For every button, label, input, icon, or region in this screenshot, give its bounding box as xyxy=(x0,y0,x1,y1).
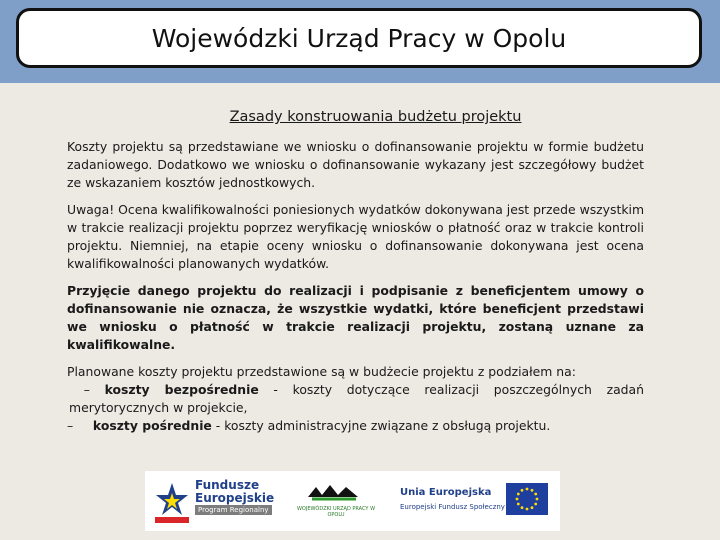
section-heading: Zasady konstruowania budżetu projektu xyxy=(229,109,522,125)
fe-line-3: Program Regionalny xyxy=(195,505,272,515)
fe-line-2: Europejskie xyxy=(195,491,275,505)
wup-mark-icon xyxy=(306,483,361,503)
fe-logo-text xyxy=(195,479,274,505)
list-item xyxy=(67,417,644,435)
ue-line-2: Europejski Fundusz Społeczny xyxy=(400,503,505,511)
paragraph-3: Przyjęcie danego projektu do realizacji i podpisanie z beneficjentem umowy o dofinansowanie nie oznacza, że wszystkie wydatki, które beneficjent przedstawi we wniosku o płatność w trakcie realizacji projektu, zostaną uznane za kwalifikowalne. xyxy=(67,283,644,352)
term-direct-costs: koszty bezpośrednie xyxy=(104,382,259,397)
list-item-text: - koszty dotyczące realizacji poszczególnych zadań merytorycznych w projekcie, xyxy=(69,382,644,415)
fe-star-icon xyxy=(155,479,189,523)
paragraph-1: Koszty projektu są przedstawiane we wniosku o dofinansowanie projektu w formie budżetu zadaniowego. Dodatkowo we wniosku o dofinansowanie wykazany jest szczegółowy budżet ze wskazaniem kosztów jednostkowych. xyxy=(67,139,644,190)
fundusze-europejskie-logo xyxy=(151,473,276,529)
term-indirect-costs: koszty pośrednie xyxy=(92,418,212,433)
list-dash: – xyxy=(83,382,90,397)
slide-content xyxy=(67,108,644,435)
wup-logo xyxy=(296,473,391,529)
paragraph-2: Uwaga! Ocena kwalifikowalności poniesionych wydatków dokonywana jest przede wszystkim w trakcie realizacji projektu poprzez weryfikację wniosków o płatność oraz w trakcie kontroli projektu. Niemniej, na etapie oceny wniosku o dofinansowanie dokonywana jest ocena kwalifikowalności planowanych wydatków. xyxy=(67,202,645,271)
fe-line-1: Fundusze xyxy=(195,478,260,492)
logo-strip xyxy=(145,471,560,531)
wup-logo-text: WOJEWÓDZKI URZĄD PRACY W OPOLU xyxy=(296,506,376,518)
paragraph-4: Planowane koszty projektu przedstawione są w budżecie projektu z podziałem na: xyxy=(67,364,576,379)
ue-line-1: Unia Europejska xyxy=(400,487,492,498)
list-item xyxy=(67,381,644,417)
eu-flag-icon xyxy=(506,483,548,515)
list-dash: – xyxy=(67,418,74,433)
unia-europejska-logo xyxy=(396,473,556,529)
list-item-text: - koszty administracyjne związane z obsługą projektu. xyxy=(211,418,551,433)
title-box xyxy=(16,8,702,68)
page-title: Wojewódzki Urząd Pracy w Opolu xyxy=(151,23,567,53)
